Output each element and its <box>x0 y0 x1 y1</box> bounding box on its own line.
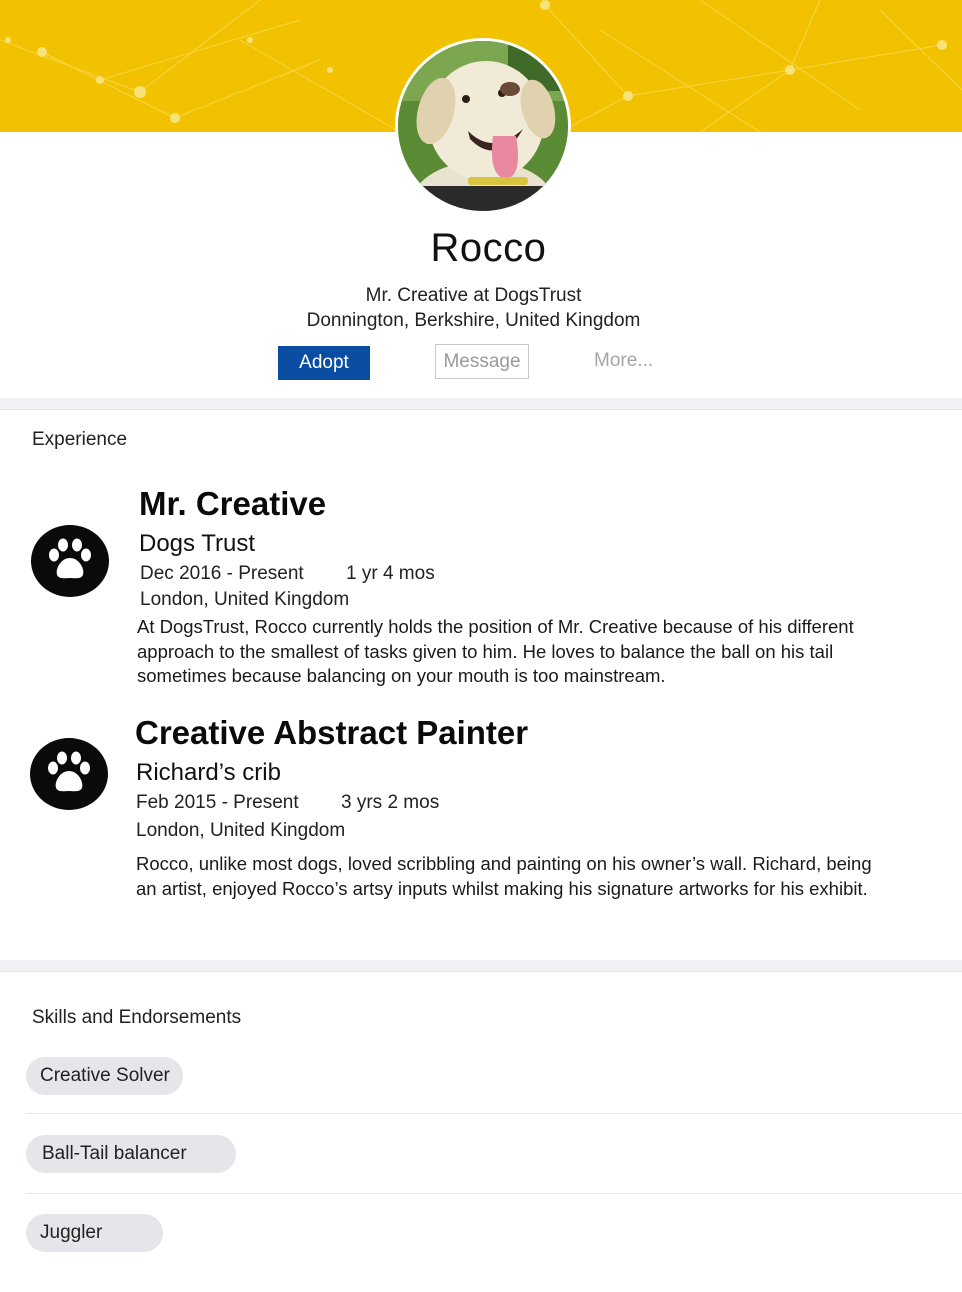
section-divider <box>0 398 962 410</box>
job-duration: 1 yr 4 mos <box>346 563 435 584</box>
job-company: Dogs Trust <box>139 530 256 557</box>
job-dates: Feb 2015 - Present <box>136 792 299 813</box>
paw-icon <box>31 525 109 597</box>
job-dates: Dec 2016 - Present <box>140 563 304 584</box>
job-description-line: an artist, enjoyed Rocco’s artsy inputs whilst making his signature artworks for his exhibit. <box>136 877 868 899</box>
job-description <box>136 852 951 901</box>
skill-separator <box>26 1113 962 1114</box>
job-description-line: At DogsTrust, Rocco currently holds the position of Mr. Creative because of his different <box>137 616 854 637</box>
adopt-button[interactable]: Adopt <box>278 346 370 380</box>
skills-section-title: Skills and Endorsements <box>32 1007 242 1028</box>
dog-photo <box>398 41 568 211</box>
profile-headline: Mr. Creative at DogsTrust <box>365 285 582 306</box>
profile-location: Donnington, Berkshire, United Kingdom <box>306 310 641 331</box>
job-company: Richard’s crib <box>136 759 281 786</box>
message-button[interactable]: Message <box>435 344 529 379</box>
job-description-line: sometimes because balancing on your mouth is too mainstream. <box>137 665 666 686</box>
section-divider <box>0 960 962 972</box>
skill-pill[interactable]: Creative Solver <box>26 1057 183 1095</box>
job-location: London, United Kingdom <box>136 820 346 841</box>
job-description-line: Rocco, unlike most dogs, loved scribbling and painting on his owner’s wall. Richard, being <box>136 853 872 874</box>
job-duration: 3 yrs 2 mos <box>341 792 440 813</box>
job-title: Mr. Creative <box>139 485 327 522</box>
job-title: Creative Abstract Painter <box>135 714 529 751</box>
skill-pill[interactable]: Ball-Tail balancer <box>26 1135 236 1173</box>
more-button[interactable]: More... <box>594 350 654 371</box>
experience-section-title: Experience <box>32 429 128 450</box>
paw-icon <box>30 738 108 810</box>
job-description <box>137 615 937 689</box>
job-location: London, United Kingdom <box>140 589 350 610</box>
profile-name: Rocco <box>430 226 547 270</box>
profile-avatar[interactable] <box>395 38 571 214</box>
skill-separator <box>26 1193 962 1194</box>
skill-pill[interactable]: Juggler <box>26 1214 163 1252</box>
job-description-line: approach to the smallest of tasks given to him. He loves to balance the ball on his tail <box>137 640 834 662</box>
